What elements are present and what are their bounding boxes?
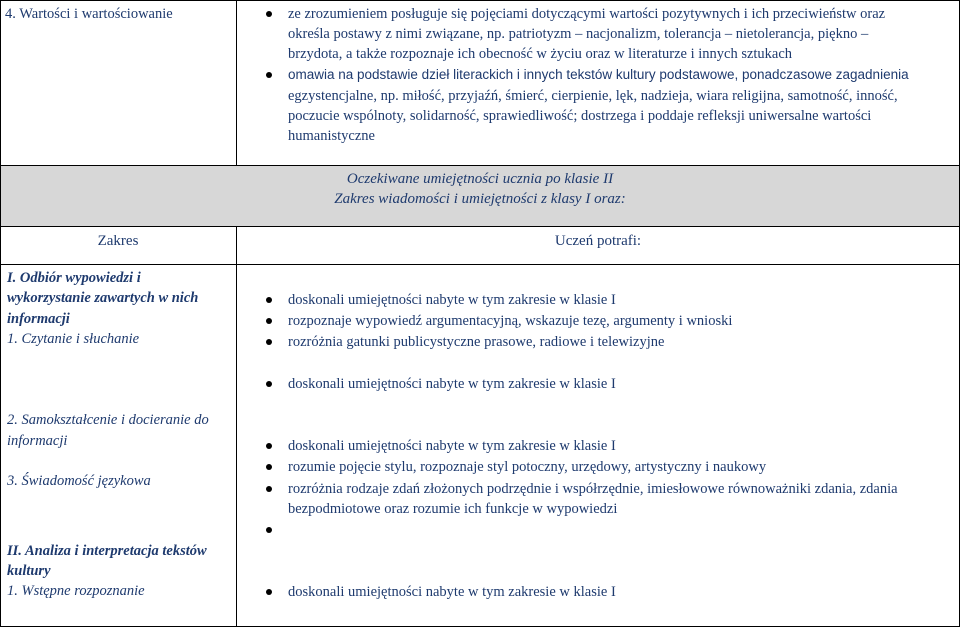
section1-title-line3: informacji [7, 311, 70, 327]
bullet [266, 464, 272, 470]
bullet [266, 11, 272, 17]
bullet [266, 381, 272, 387]
section4-item: 1. Wstępne rozpoznanie [7, 583, 145, 599]
column-divider-body [236, 264, 237, 627]
row4-bullet2-line3: poczucie wspólnoty, solidarność, sprawiedliwość; dostrzega i poddaje refleksji uniwersalne wartości [288, 108, 872, 124]
skill-item: rozpoznaje wypowiedź argumentacyjną, wskazuje tezę, argumenty i wnioski [288, 313, 733, 329]
banner-subtitle: Zakres wiadomości i umiejętności z klasy I oraz: [334, 191, 626, 207]
section2-title-line2: informacji [7, 433, 68, 449]
bullet [266, 339, 272, 345]
skill-item: doskonali umiejętności nabyte w tym zakresie w klasie I [288, 584, 616, 600]
section1-title-line2: wykorzystanie zawartych w nich [7, 290, 199, 306]
skill-item: doskonali umiejętności nabyte w tym zakresie w klasie I [288, 376, 616, 392]
row4-label: 4. Wartości i wartościowanie [5, 6, 173, 22]
section1-item: 1. Czytanie i słuchanie [7, 331, 140, 347]
row4-bullet1-line2: określa postawy z nimi związane, np. patriotyzm – nacjonalizm, tolerancja – nietolerancja, piękno – [288, 26, 869, 42]
row4-bullet2-line4: humanistyczne [288, 128, 375, 144]
bullet [266, 318, 272, 324]
section4-title-line1: II. Analiza i interpretacja tekstów [7, 543, 207, 559]
section2-title-line1: 2. Samokształcenie i docieranie do [7, 412, 209, 428]
row4-bullet1-line3: brzydota, a także rozpoznaje ich obecność w życiu oraz w literaturze i innych sztukach [288, 46, 793, 62]
skill-item-line2: bezpodmiotowe oraz rozumie ich funkcje w wypowiedzi [288, 501, 618, 517]
table-left-border [0, 0, 1, 627]
row4-bullet1-line1: ze zrozumieniem posługuje się pojęciami dotyczącymi wartości pozytywnych i ich przeciwieństw oraz [288, 6, 886, 22]
header-uczen-potrafi: Uczeń potrafi: [554, 233, 642, 249]
bullet [266, 486, 272, 492]
banner-title: Oczekiwane umiejętności ucznia po klasie II [346, 171, 614, 187]
skill-item-line1: rozróżnia rodzaje zdań złożonych podrzędnie i współrzędnie, imiesłowowe równoważniki zdania, zdania [288, 481, 898, 497]
bullet [266, 589, 272, 595]
banner-bottom-border [0, 226, 960, 227]
bullet [266, 297, 272, 303]
section3-title: 3. Świadomość językowa [7, 473, 151, 489]
section1-title-line1: I. Odbiór wypowiedzi i [7, 270, 141, 286]
skill-item: rozumie pojęcie stylu, rozpoznaje styl potoczny, urzędowy, artystyczny i naukowy [288, 459, 767, 475]
skill-item: rozróżnia gatunki publicystyczne prasowe, radiowe i telewizyjne [288, 334, 665, 350]
table-top-border [0, 0, 960, 1]
row4-bullet2-line1: omawia na podstawie dzieł literackich i innych tekstów kultury podstawowe, ponadczasowe zagadnienia [288, 67, 909, 82]
column-divider-top [236, 0, 237, 165]
skill-item: doskonali umiejętności nabyte w tym zakresie w klasie I [288, 438, 616, 454]
header-zakres: Zakres [97, 233, 139, 249]
section4-title-line2: kultury [7, 563, 51, 579]
bullet [266, 443, 272, 449]
bullet-empty [266, 527, 272, 533]
bullet [266, 72, 272, 78]
skill-item: doskonali umiejętności nabyte w tym zakresie w klasie I [288, 292, 616, 308]
row4-bullet2-line2: egzystencjalne, np. miłość, przyjaźń, śmierć, cierpienie, lęk, nadzieja, wiara religijna, samotność, inność, [288, 88, 898, 104]
header-bottom-border [0, 264, 960, 265]
